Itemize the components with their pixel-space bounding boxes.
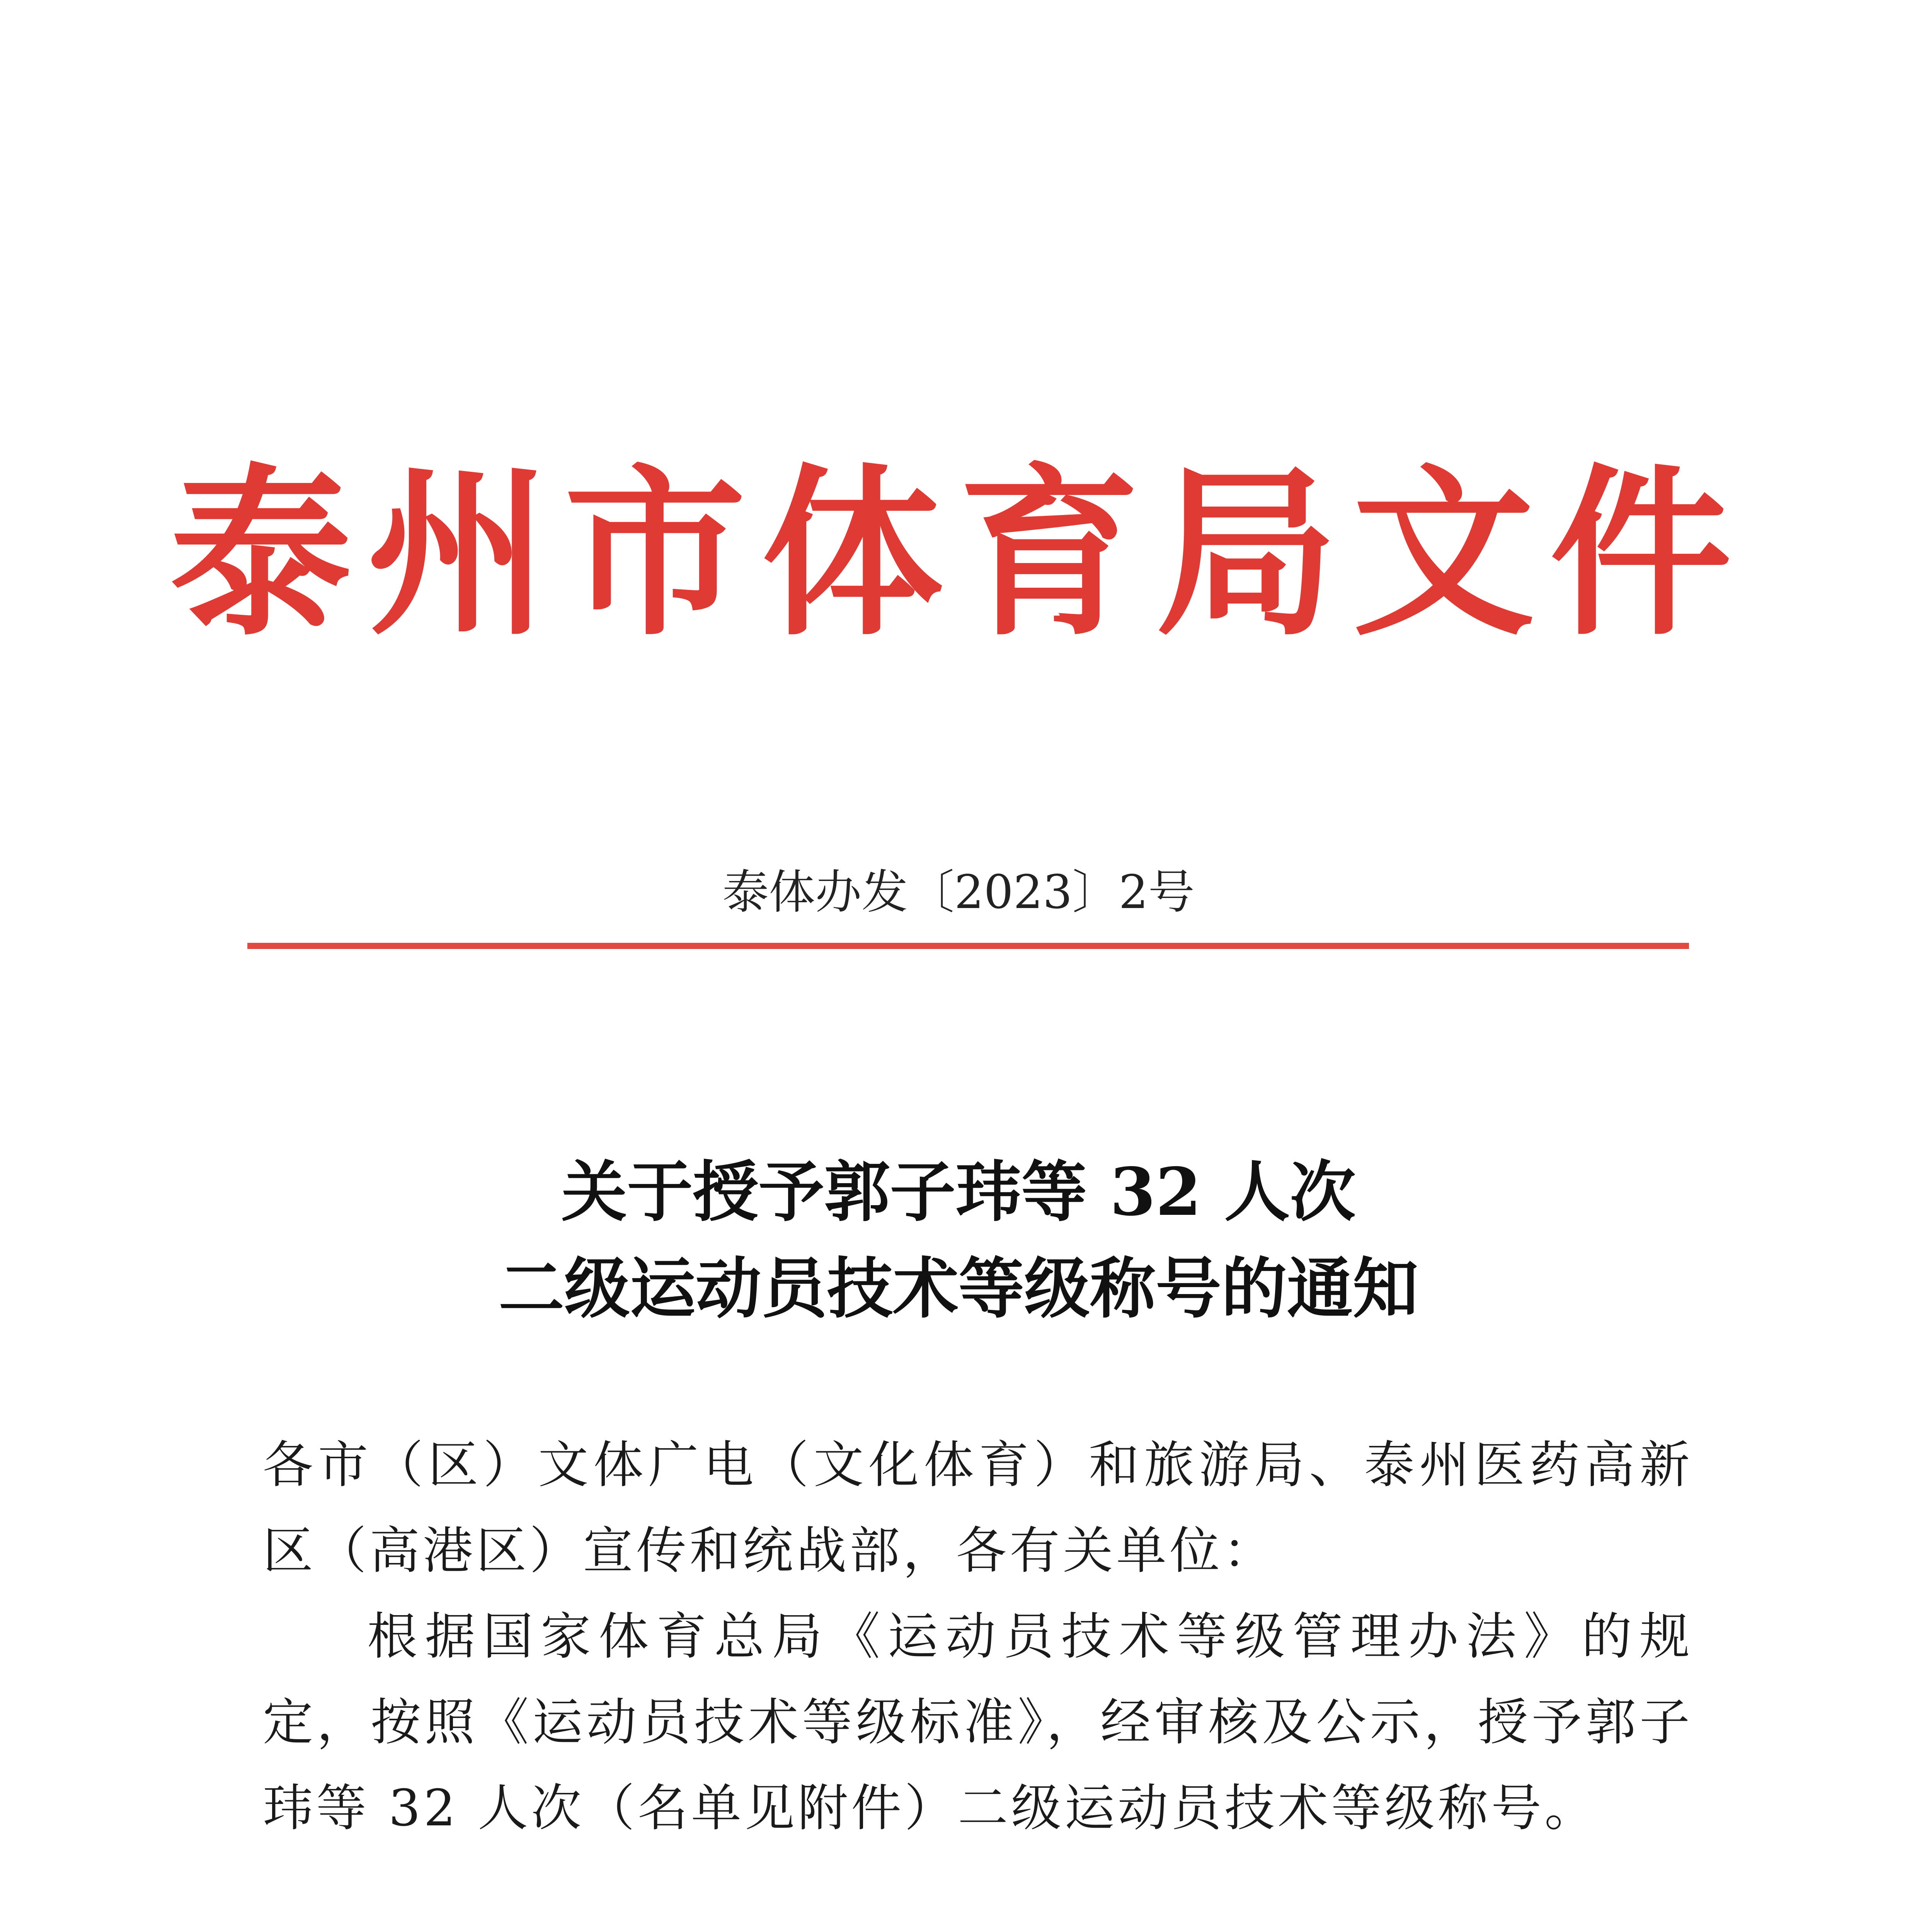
masthead-title: 泰州市体育局文件 [170,449,1747,660]
notice-body [263,1422,1693,1851]
notice-title-line-1: 关于授予郭子玮等 32 人次 [561,1153,1356,1231]
document-number: 泰体办发〔2023〕2号 [722,866,1195,919]
red-divider-line [247,943,1689,949]
body-paragraph: 根据国家体育总局《运动员技术等级管理办法》的规定，按照《运动员技术等级标准》，经审核及公示，授予郭子玮等 32 人次（名单见附件）二级运动员技术等级称号。 [263,1607,1693,1837]
notice-title [0,1144,1917,1337]
salutation: 各市（区）文体广电（文化体育）和旅游局、泰州医药高新区（高港区）宣传和统战部，各有关单位： [263,1435,1693,1580]
notice-title-line-2: 二级运动员技术等级称号的通知 [498,1250,1418,1327]
